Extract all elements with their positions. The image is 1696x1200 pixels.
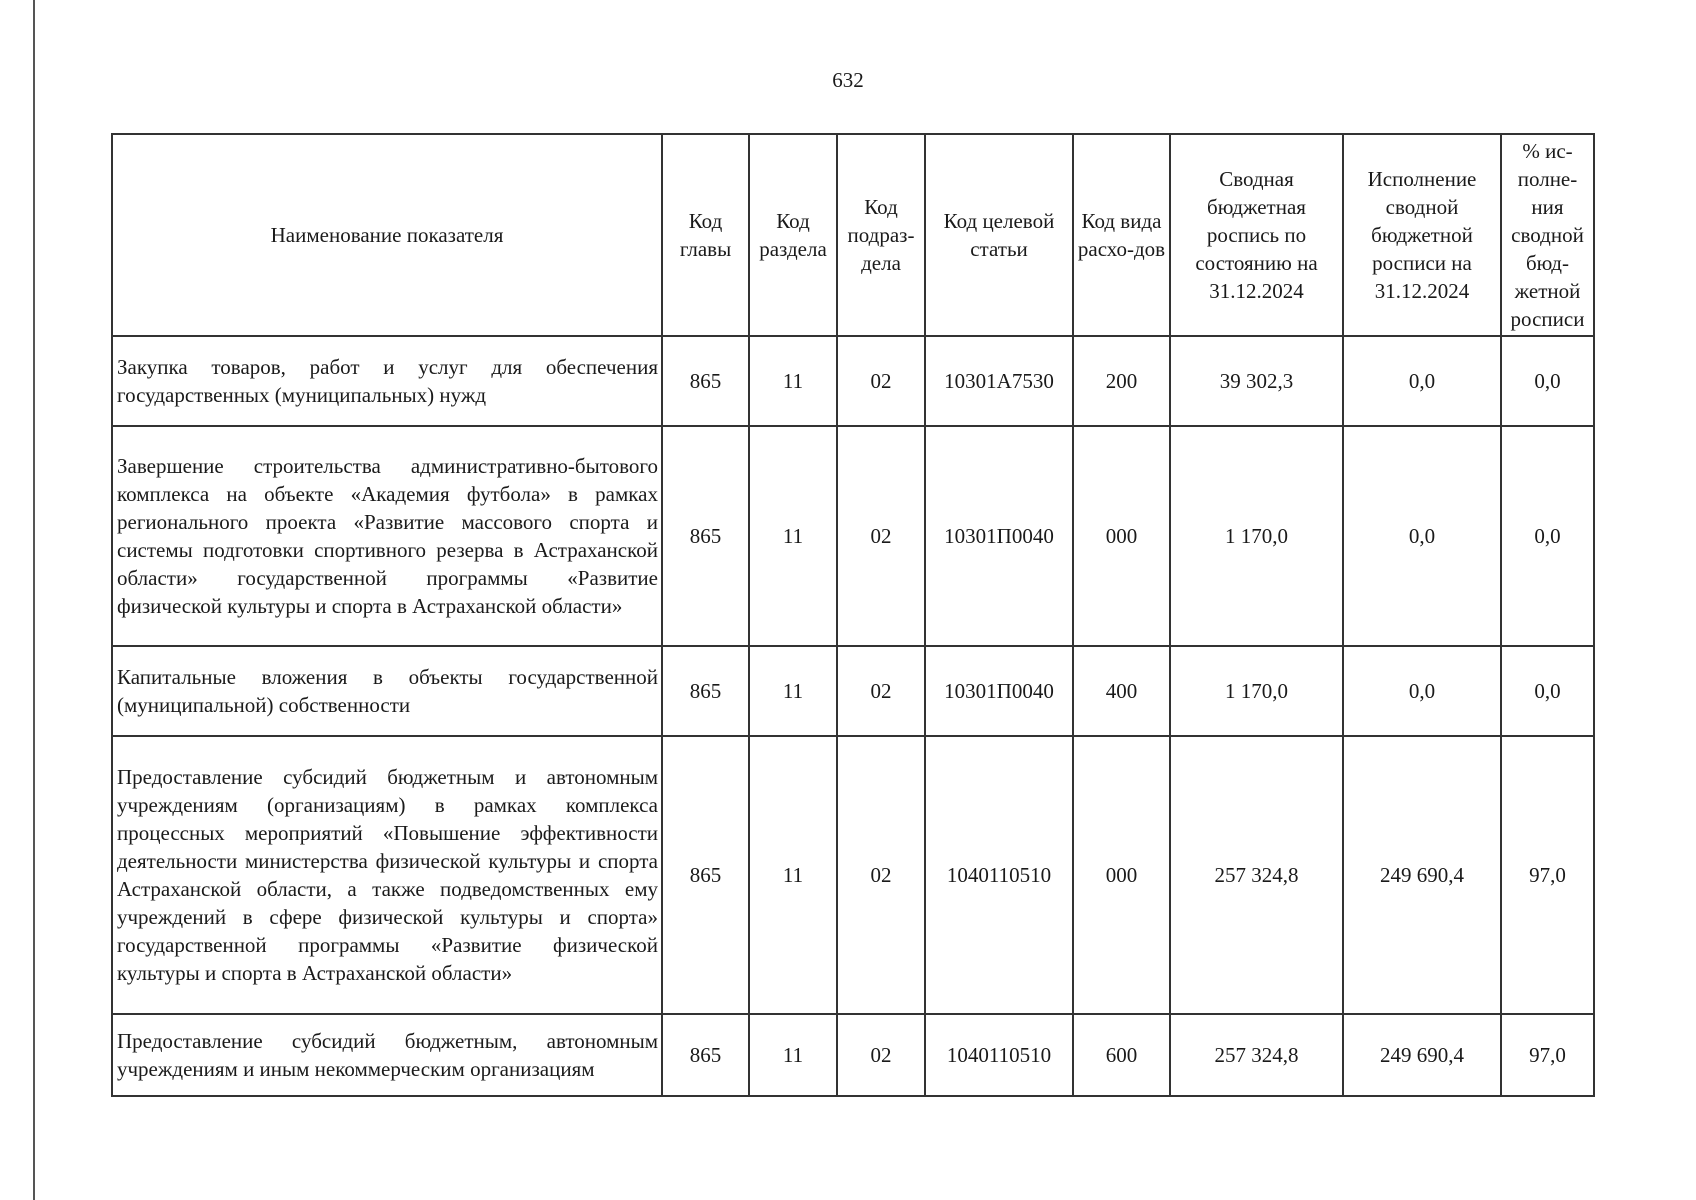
table-row [112,1014,1594,1096]
row-planned-value: 257 324,8 [1170,1014,1343,1096]
row-target-code: 10301П0040 [925,426,1073,646]
col-header-name: Наименование показателя [112,134,662,336]
row-expense-type-code: 400 [1073,646,1170,736]
row-target-code: 10301A7530 [925,336,1073,426]
table-row [112,736,1594,1014]
row-chapter-code: 865 [662,426,749,646]
row-expense-type-code: 200 [1073,336,1170,426]
row-chapter-code: 865 [662,736,749,1014]
col-header-section-code: Код раздела [749,134,837,336]
row-chapter-code: 865 [662,646,749,736]
row-executed-value: 0,0 [1343,646,1501,736]
row-chapter-code: 865 [662,336,749,426]
page-number: 632 [832,68,864,92]
row-target-code: 1040110510 [925,736,1073,1014]
row-planned-value: 257 324,8 [1170,736,1343,1014]
row-executed-value: 0,0 [1343,426,1501,646]
table-row [112,336,1594,426]
row-subsection-code: 02 [837,646,925,736]
row-section-code: 11 [749,646,837,736]
row-chapter-code: 865 [662,1014,749,1096]
row-name: Предоставление субсидий бюджетным и автономным учреждениям (организациям) в рамках комплекса процессных мероприятий «Повышение эффективности деятельности министерства физической культуры и спорта Астраханской области, а также подведомственных ему учреждений в сфере физической культуры и спорта» государственной программы «Развитие физической культуры и спорта в Астраханской области» [112,736,662,1014]
row-name: Предоставление субсидий бюджетным, автономным учреждениям и иным некоммерческим организациям [112,1014,662,1096]
row-name: Закупка товаров, работ и услуг для обеспечения государственных (муниципальных) нужд [112,336,662,426]
row-subsection-code: 02 [837,426,925,646]
col-header-chapter-code: Код главы [662,134,749,336]
row-subsection-code: 02 [837,336,925,426]
row-section-code: 11 [749,736,837,1014]
budget-execution-table [111,133,1595,1097]
col-header-execution-percent: % ис-полне-ния сводной бюд-жетной росписи [1501,134,1594,336]
col-header-target-code: Код целевой статьи [925,134,1073,336]
row-percent-value: 97,0 [1501,736,1594,1014]
row-executed-value: 249 690,4 [1343,1014,1501,1096]
row-expense-type-code: 000 [1073,736,1170,1014]
row-expense-type-code: 600 [1073,1014,1170,1096]
binding-edge-line [33,0,35,1200]
row-executed-value: 0,0 [1343,336,1501,426]
row-planned-value: 1 170,0 [1170,426,1343,646]
row-planned-value: 39 302,3 [1170,336,1343,426]
row-subsection-code: 02 [837,1014,925,1096]
row-name: Капитальные вложения в объекты государственной (муниципальной) собственности [112,646,662,736]
row-executed-value: 249 690,4 [1343,736,1501,1014]
row-percent-value: 97,0 [1501,1014,1594,1096]
row-target-code: 10301П0040 [925,646,1073,736]
row-section-code: 11 [749,426,837,646]
row-expense-type-code: 000 [1073,426,1170,646]
col-header-subsection-code: Код подраз-дела [837,134,925,336]
row-target-code: 1040110510 [925,1014,1073,1096]
row-name: Завершение строительства административно-бытового комплекса на объекте «Академия футбола» в рамках регионального проекта «Развитие массового спорта и системы подготовки спортивного резерва в Астраханской области» государственной программы «Развитие физической культуры и спорта в Астраханской области» [112,426,662,646]
row-section-code: 11 [749,1014,837,1096]
row-percent-value: 0,0 [1501,646,1594,736]
row-subsection-code: 02 [837,736,925,1014]
row-percent-value: 0,0 [1501,336,1594,426]
table-row [112,646,1594,736]
row-percent-value: 0,0 [1501,426,1594,646]
row-section-code: 11 [749,336,837,426]
col-header-executed-budget: Исполнение сводной бюджетной росписи на 31.12.2024 [1343,134,1501,336]
col-header-expense-type-code: Код вида расхо-дов [1073,134,1170,336]
row-planned-value: 1 170,0 [1170,646,1343,736]
col-header-planned-budget: Сводная бюджетная роспись по состоянию на 31.12.2024 [1170,134,1343,336]
table-row [112,426,1594,646]
table-header-row [112,134,1594,336]
